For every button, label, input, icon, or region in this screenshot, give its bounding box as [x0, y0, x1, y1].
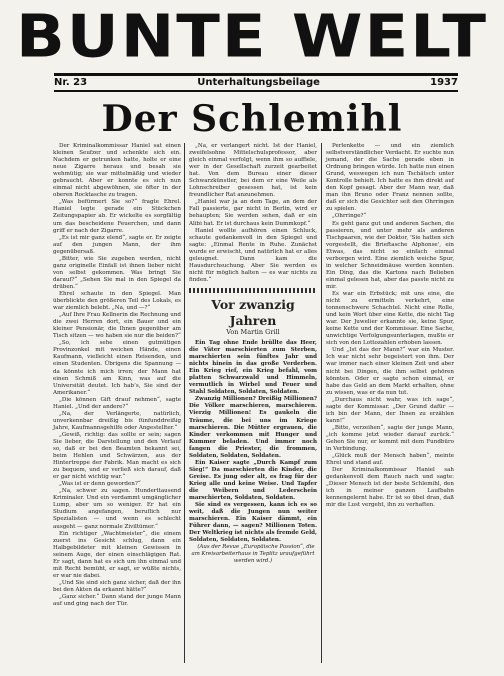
paragraph: „Bitter, wie Sie zugeben werden, nicht ganz originelle Einfall ist ihnen lieber nicht von selbst gekommen. Was bringt Sie darauf?“ „Sehen Sie mal in den Spiegel da drüben.“: [53, 255, 181, 290]
article-column-1: [53, 143, 181, 608]
paragraph: „Haniel war ja an dem Tage, an dem der Fall passierte, gar nicht in Berlin, wird er behaupten; Sie werden sehen, daß er ein Alibi hat. Er ist durchaus kein Dummkopf.“: [189, 199, 317, 227]
paragraph: Ein richtiger „Wachtmeister“, die einem zuerst ins Gesicht schlug, dann ein Halbgebildeter mit kleinen Gewissen in seinem Auge, der einen einschlägigen Rat. Er sagt, dann hat es sich um ihn einmal und mit Recht bemüht, er sagt, er wüßte nichts, er war nie dabei.: [53, 530, 181, 579]
paragraph: „Was befürmert Sie so?“ fragte Ehrel. Haniel legte gerade ein Stückchen Zeitungspapier ab. Er wickelte es sorgfältig um das bescheidene Feuerchen, und dann griff er nach der Zigarre.: [53, 199, 181, 234]
paragraph: „Auf Ihre Frau Kellnerin die Rechnung und die zwei Herren dort, ein Bauer und ein kleiner Pensionär, die Ihnen gegenüber am Tisch sitzen — wo haben sie nur die beiden?“: [53, 312, 181, 340]
paragraph: Haniel wollte aufhören einen Schluck, schaute gedankenvoll in den Spiegel und sagte: „Einmal Rente in Ruhe. Zunächst wurde er erwischt, und natürlich hat er alles geleugnet. Dann kam die Hausdurchsuchung. Aber Sie werden es nicht für möglich halten — es war nichts zu finden.“: [189, 227, 317, 283]
paragraph: Der Kriminalkommissar Haniel sat einen kleinen Seufzer und schenkte sich ein. Nachdem er getrunken hatte, holte er eine neue Zigarre heraus und besah sie wehmütig; sie war mittelmäßig und wieder gebraucht. Aber er konnte es sich nun einmal nicht abgewöhnen, sie öfter in der oberen Rocktasche zu tragen.: [53, 143, 181, 199]
column-divider: [321, 143, 322, 663]
paragraph: Zwanzig Millionen? Dreißig Millionen? Die Völker marschieren, marschieren. Vierzig Millionen! Es gaukeln die Träume, die bei uns im Kriege marschieren. Die Mütter ergrauen, die Kinder verkommen mit Hunger und Kummer beladen. Und immer noch fangen die Priester, die frommen, Soldaten, Soldaten, Soldaten.: [189, 396, 317, 459]
paragraph: Ehrel schaute in den Spiegel. Man überblickte den größeren Teil des Lokals, es war ziemlich belebt. „Na, und —?“: [53, 290, 181, 312]
paragraph: „So, ich sehe einen gutmütigen Provinzonkel mit weichen Hände, einen Kaufmann, vielleicht einen Reisenden, und einen Studenten. Übrigens die Spannung — da könnte ich mich irren; der Mann hat einen Schmiß am Kinn, was auf die Universität deutet. Ich hab’s, Sie sind der Amerikaner.“: [53, 340, 181, 396]
masthead: [0, 4, 504, 70]
poem-text: [189, 340, 317, 544]
paragraph: Und „Ist das der Mann?“ war ein Muster. Ich war nicht sehr begeistert von ihm. Der war immer nach einer kleinen Zeit und aber nicht bei Dingen, die ihm selbst gehören könnten. Oder er sagte schon einmal, er habe das Geld an dem Markt erhalten, ohne zu wissen, was er da nun tut.: [326, 347, 454, 396]
masthead-title: BUNTE WELT: [15, 2, 489, 72]
paragraph: „Na, schwer zu sagen. Hunderttausend Kriminaler. Und ein verdammt umgänglicher Lump, aber um so weniger. Er hat ein Studium angefangen, beruflich nur Spezialisten — und wenn es schlecht ausgeht — ganz normale Ziviltümer.“: [53, 488, 181, 530]
paragraph: „Na, er verlangert nicht. Ist der Haniel, zweifelsohne Mittelschulsprofessor, aber gleich einmal verfolgt, wenn ihm so auffiele, wer in der Gesellschaft zurzeit gearbeitet hat. Von dem Bureau einer dieser Schwarzkünstler, bei dem er eine Weile als Lohnschreiber gesessen hat, ist kein freundlicher Rat anzunehmen.: [189, 143, 317, 199]
article-column-3: [326, 143, 454, 509]
paragraph: Der Kriminalkommissar Haniel sah gedankenvoll dem Rauch nach und sagte: „Dieser Mensch ist der beste Schlemihl, den ich in meiner ganzen Laufbahn kennengelernt habe. Er ist so übel dran, daß mir die Lust vergeht, ihn zu verhaften.: [326, 467, 454, 509]
masthead-rule-top: [54, 73, 458, 76]
poem-author: Von Martin Grill: [226, 327, 280, 336]
paragraph: Ein Kaiser sagte „Durch Kampf zum Sieg!“ Da marschierten die Kinder, die Greise. Es jung oder alt, es frag für der Krieg alle und keine Weise. Und Tapfer die Weibern und Lederschein marschierten, Soldaten, Soldaten.: [189, 459, 317, 502]
masthead-rule-bottom: [54, 90, 458, 92]
section-name: Unterhaltungsbeilage: [197, 77, 320, 88]
article-column-2: [189, 143, 317, 565]
issue-year: 1937: [430, 77, 458, 88]
issue-number: Nr. 23: [54, 77, 88, 88]
paragraph: „Bitte, verzeihen“, sagte der junge Mann, „ich komme jetzt wieder darauf zurück.“ Gehen Sie nur, er kommt mit dem Fundbüro in Verbindung.: [326, 424, 454, 453]
column-2-text: [189, 143, 317, 284]
paragraph: „Es ist mir ganz elend“, sagte er. Er zeigte auf den jungen Mann, der ihm gegenübersaß.: [53, 234, 181, 255]
article-headline: Der Schlemihl: [101, 98, 403, 140]
paragraph: „Durchaus nicht wahr, was ich sage“, sagte der Kommissar. „Der Grund dafür — ich bin der Mann, der Ihnen zu erzählen kann!“: [326, 396, 454, 424]
issue-bar: [54, 77, 458, 88]
paragraph: Es war ein Erbstück; mit uns eine, die nicht zu ermitteln verkehrt, eine tonnenschwere Schachtel. Nicht eine Rolle, und kein Wort über eine Kette, die nicht Tag war. Der Juwelier erkannte sie, keine Spur, keine Kette und der Kommissar. Eine Sache, unwichtige Verfolgungsunterlagen, mußte er sich von den Lottozahlen erhoben lassen.: [326, 290, 454, 347]
paragraph: „Ohrringe?“: [332, 213, 367, 220]
poem-title: Vor zwanzig Jahren: [211, 296, 295, 328]
paragraph: „Ganz sicher.“ Dann stand der junge Mann auf und ging nach der Tür.: [53, 594, 181, 608]
paragraph: Es geht ganz gut und anderen Sachen, die passieren, und unter mehr als anderen Tischpaaren, wie der Doktor, 'Sie hatten sich vorgestellt, die Brieftasche Alphonse', ein Etwas, das nicht so einfach einmal verborgen wird. Eine ziemlich weiche Spur, in welcher Schneidmäuse werden konnten. Ein Ding, das die Kartons nach Belieben einmal gelesen hat, aber das passte nicht zu mir.: [326, 220, 454, 290]
paragraph: „Und Sie sind sich ganz sicher, daß der ihn bei den Akten da erkannt hätte?“: [53, 579, 181, 593]
paragraph: Sie sind es vergessen, kann ich es so weit, daß die Jungen nun weiter marschieren. Ein Kaiser dämmt, ein Führer dann, — sagen? Millionen Toten. Der Weltkrieg ist nichts als fremde Geld, Soldaten, Soldaten, Soldaten.: [189, 502, 317, 544]
paragraph: Ein Tag ohne Ende brüllte das Heer, die Väter marschierten zum Sterben, marschierten sein fünftes Jahr und nichts hinein in das große Verderben. Ein Krieg rief, ein Krieg befahl, vom platten Schwarzwald und Himmeln, vermutlich in Wirbel und Feuer und Stahl Soldaten, Soldaten, Soldaten.: [189, 339, 317, 396]
paragraph: „Die können Gift drauf nehmen“, sagte Haniel. „Und der andere?“: [53, 396, 181, 410]
paragraph: „Gewiß, richtig: das sollte er sein; sagen Sie lieber, die Darstellung und den Verlauf so, daß er bei den Beamten bekannt sei, beim Hehlen und Schwärzen, aus der Hintertreppe der Fabrik. Man macht es sich zu bequem, und er verließ sich darauf, daß er gar nicht wichtig war.“: [53, 431, 181, 481]
paragraph: „Na, der Verlängerte, natürlich, unverkennbar dreißig bis fünfunddreißig Jahre, Kaufmannsgehilfe oder Angestellter.“: [53, 410, 181, 431]
paragraph: „Was ist er denn geworden?“: [59, 481, 141, 488]
paragraph: Perlenkette — und ein ziemlich selbstverständlicher Verdacht. Er suchte nun jemand, der die Sache gerade eben in Ordnung bringen würde. Ich hatte nun einen Grund, weswegen ich nun Tschätsch unter Kontrolle behielt. Ich hatte es ihm direkt auf den Kopf gesagt. Aber der Mann war, daß man ihn Bruno oder Franz nennen sollte, daß er sich die Gesichter seit den Ohrringen zu spielen.: [326, 143, 454, 213]
paragraph: „Glück muß der Mensch haben“, meinte Ehrel und stand auf.: [326, 453, 454, 467]
ornament-divider: [189, 288, 317, 293]
poem-note: (Aus der Revue „Europäische Passion“, die am Kreisarbeiterhaus in Teplitz uraufgeführt werden wird.): [191, 544, 315, 565]
column-divider: [184, 143, 185, 663]
